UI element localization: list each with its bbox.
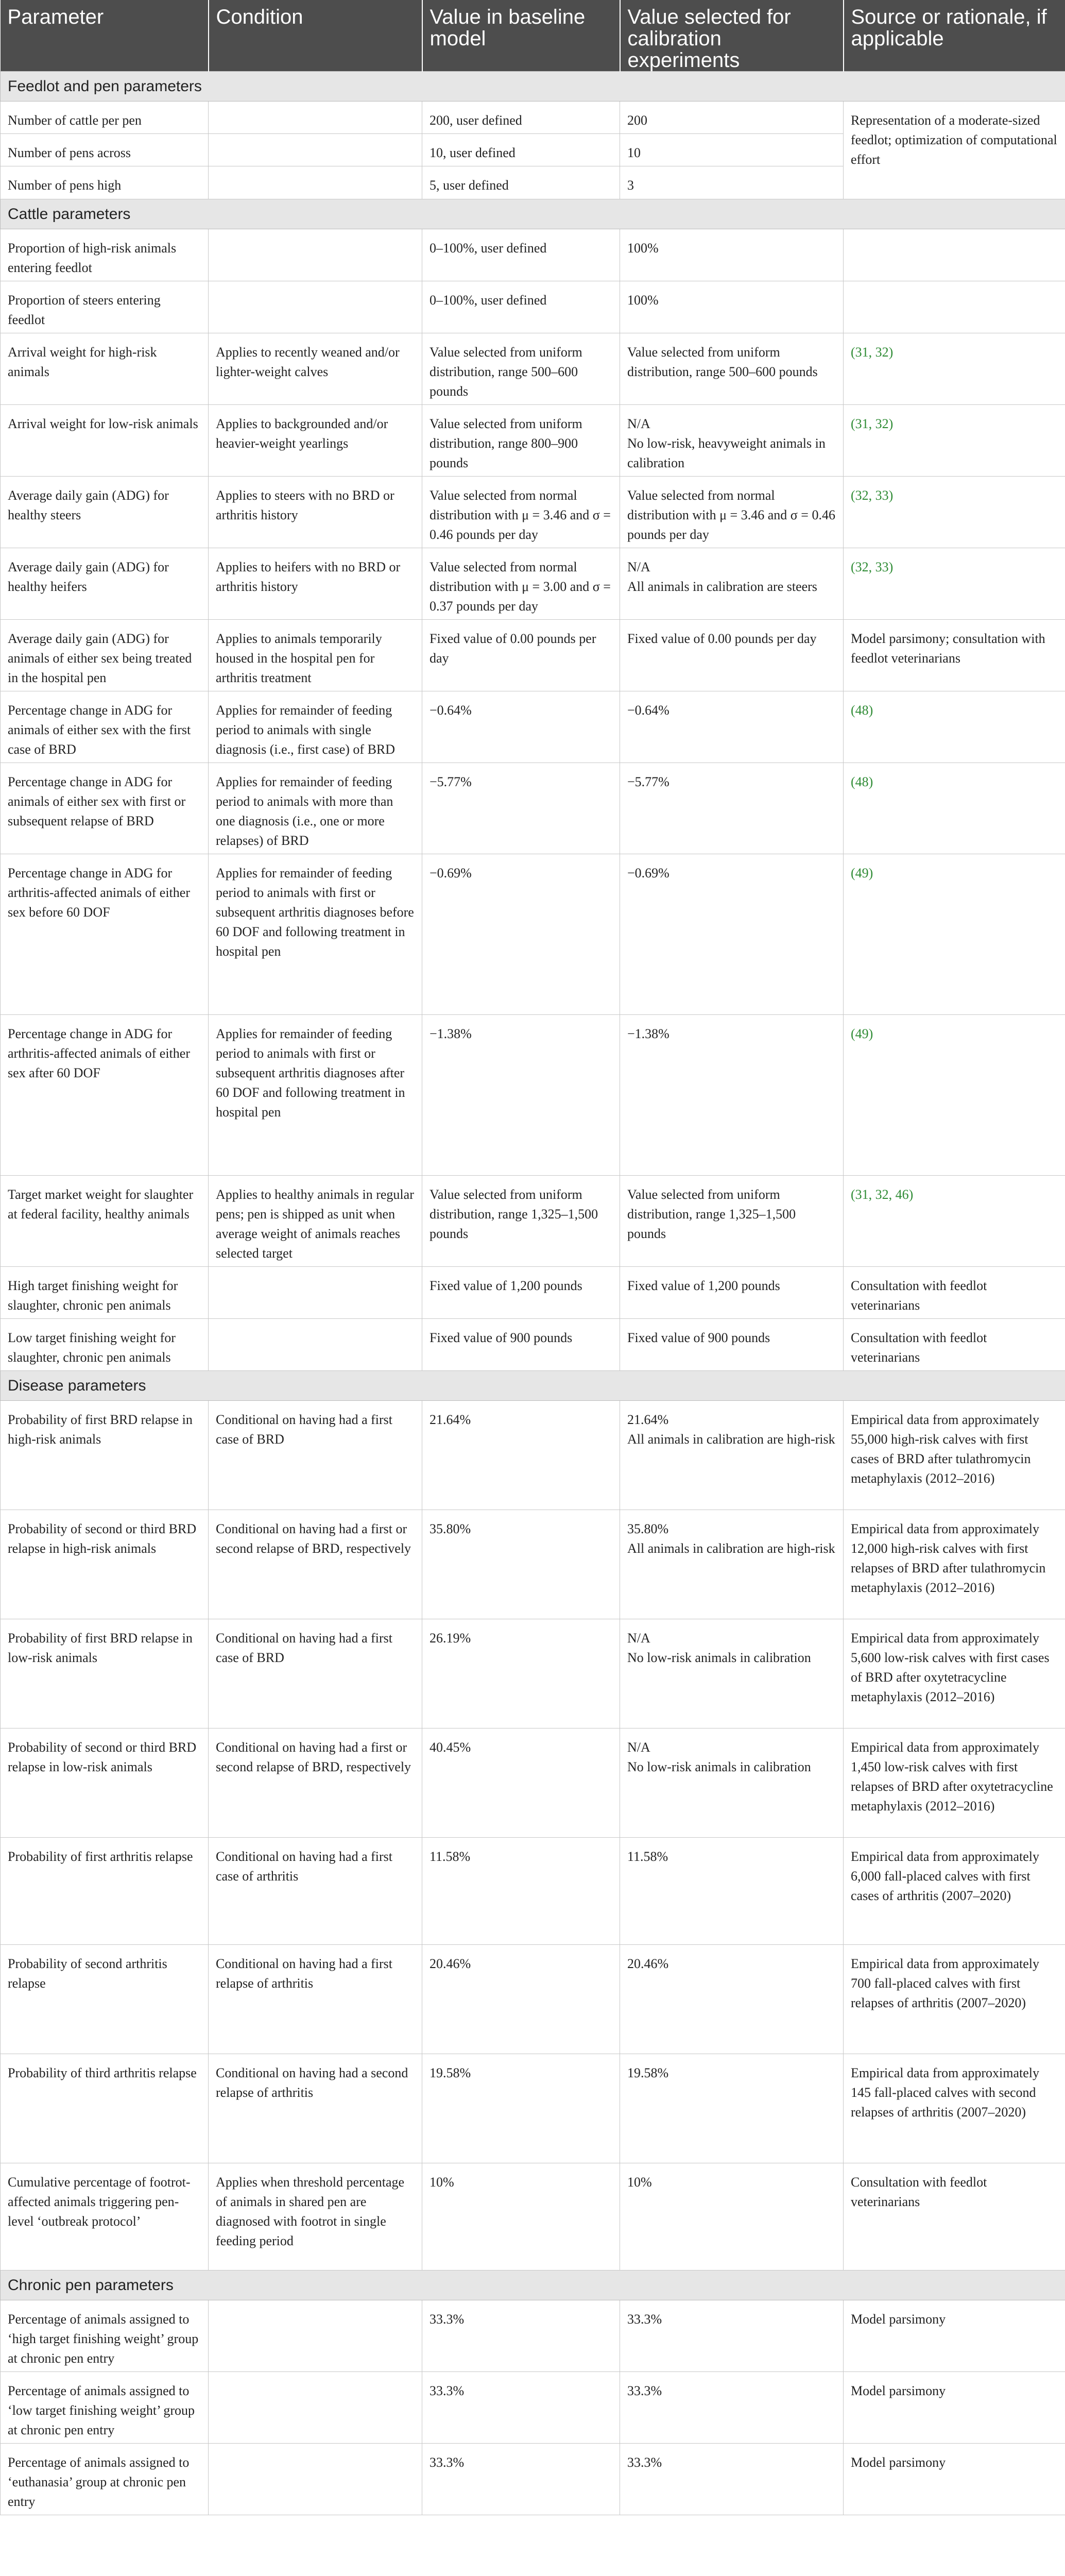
section-title: Disease parameters [1,1371,1065,1401]
parameter-text: Proportion of steers entering feedlot [8,293,161,327]
parameter-text: Number of pens high [8,178,122,193]
condition-text: Applies to steers with no BRD or arthritis history [216,488,394,522]
calibration-value-cell [620,1510,844,1619]
baseline-value-text: 10% [430,2175,454,2190]
condition-text: Applies to heifers with no BRD or arthritis history [216,560,401,594]
source-cell: Model parsimony [844,2372,1065,2444]
calibration-value-text: 10 [627,145,641,160]
source-cell: Consultation with feedlot veterinarians [844,1267,1065,1319]
condition-cell [209,1838,422,1945]
section-header-row [1,199,1065,229]
header-row [1,0,1065,72]
calibration-value-text: −0.64% [627,703,669,718]
condition-cell [209,1510,422,1619]
calibration-value-cell [620,2300,844,2372]
condition-text: Conditional on having had a first case of arthritis [216,1849,393,1884]
baseline-value-text: 11.58% [430,1849,471,1864]
calibration-value-cell [620,101,844,134]
parameter-cell [1,1401,209,1510]
baseline-value-text: 200, user defined [430,113,522,128]
parameter-text: Number of cattle per pen [8,113,142,128]
table-row [1,1176,1065,1267]
source-cell: (31, 32, 46) [844,1176,1065,1267]
source-cell: Model parsimony [844,2444,1065,2515]
calibration-value-text: −0.69% [627,866,669,880]
parameter-cell [1,166,209,199]
calibration-value-text: 33.3% [627,2312,662,2327]
parameter-text: Average daily gain (ADG) for healthy steers [8,488,169,522]
parameter-text: Probability of second or third BRD relapse in low-risk animals [8,1740,197,1774]
condition-cell [209,763,422,854]
calibration-value-cell [620,2163,844,2270]
table-row [1,1510,1065,1619]
parameter-text: Probability of first arthritis relapse [8,1849,193,1864]
condition-cell [209,1267,422,1319]
condition-cell [209,2372,422,2444]
baseline-value-text: 33.3% [430,2383,465,2398]
parameter-text: Number of pens across [8,145,131,160]
condition-cell [209,134,422,166]
table-row [1,1945,1065,2054]
condition-text: Applies for remainder of feeding period to animals with first or subsequent arthritis diagnoses after 60 DOF and following treatment in hospital pen [216,1026,405,1120]
parameter-cell [1,1945,209,2054]
baseline-value-cell [422,2054,620,2163]
source-cell: Empirical data from approximately 145 fall-placed calves with second relapses of arthritis (2007–2020) [844,2054,1065,2163]
calibration-value-cell [620,1176,844,1267]
parameter-text: Probability of second arthritis relapse [8,1956,167,1991]
baseline-value-cell [422,166,620,199]
parameter-cell [1,1267,209,1319]
header-source: Source or rationale, if applicable [844,0,1065,72]
condition-cell [209,1945,422,2054]
baseline-value-cell [422,405,620,477]
source-cell: (49) [844,1015,1065,1176]
parameter-text: Probability of third arthritis relapse [8,2065,197,2080]
calibration-value-text: Fixed value of 900 pounds [627,1330,770,1345]
baseline-value-text: −5.77% [430,774,472,789]
table-row [1,620,1065,691]
source-cell: Model parsimony [844,2300,1065,2372]
calibration-value-cell [620,1619,844,1728]
calibration-value-text: Value selected from normal distribution with μ = 3.46 and σ = 0.46 pounds per day [627,488,835,542]
condition-cell [209,620,422,691]
baseline-value-text: −1.38% [430,1026,472,1041]
parameter-cell [1,1619,209,1728]
calibration-value-text: 100% [627,241,659,256]
calibration-value-text: −1.38% [627,1026,669,1041]
baseline-value-cell [422,1510,620,1619]
table-row [1,1015,1065,1176]
condition-cell [209,1728,422,1838]
table-row [1,1728,1065,1838]
parameter-cell [1,333,209,405]
source-cell: Empirical data from approximately 5,600 low-risk calves with first cases of BRD after oxytetracycline metaphylaxis (2012–2016) [844,1619,1065,1728]
condition-text: Applies to healthy animals in regular pens; pen is shipped as unit when average weight of animals reaches selected target [216,1187,414,1261]
source-cell: Empirical data from approximately 6,000 fall-placed calves with first cases of arthritis (2007–2020) [844,1838,1065,1945]
section-header-row [1,2270,1065,2300]
condition-cell [209,229,422,281]
baseline-value-cell [422,1728,620,1838]
section-header-row [1,72,1065,101]
baseline-value-cell [422,854,620,1015]
source-cell: (48) [844,763,1065,854]
source-cell: Empirical data from approximately 12,000 high-risk calves with first relapses of BRD after tulathromycin metaphylaxis (2012–2016) [844,1510,1065,1619]
condition-text: Applies for remainder of feeding period to animals with more than one diagnosis (i.e., one or more relapses) of BRD [216,774,393,848]
condition-cell [209,405,422,477]
parameter-text: Arrival weight for high-risk animals [8,345,157,379]
calibration-value-cell [620,854,844,1015]
calibration-value-cell [620,1015,844,1176]
baseline-value-text: −0.69% [430,866,472,880]
condition-cell [209,2444,422,2515]
calibration-value-text: Value selected from uniform distribution, range 1,325–1,500 pounds [627,1187,796,1241]
calibration-value-cell [620,2054,844,2163]
table-row [1,1401,1065,1510]
calibration-value-cell [620,548,844,620]
baseline-value-cell [422,477,620,548]
calibration-value-cell [620,2444,844,2515]
calibration-value-cell [620,477,844,548]
calibration-value-text: 20.46% [627,1956,669,1971]
table-row [1,854,1065,1015]
baseline-value-cell [422,763,620,854]
baseline-value-cell [422,1176,620,1267]
calibration-value-cell [620,2372,844,2444]
baseline-value-text: Value selected from uniform distribution, range 1,325–1,500 pounds [430,1187,598,1241]
calibration-value-text: 200 [627,113,647,128]
calibration-value-cell [620,1945,844,2054]
parameter-text: Probability of first BRD relapse in high-risk animals [8,1412,193,1447]
calibration-value-text: All animals in calibration are steers [627,579,817,594]
parameter-text: Cumulative percentage of footrot-affected animals triggering pen-level ‘outbreak protocol’ [8,2175,191,2229]
table-row [1,333,1065,405]
parameter-cell [1,281,209,333]
source-cell: Representation of a moderate-sized feedlot; optimization of computational effort [844,101,1065,199]
baseline-value-text: 10, user defined [430,145,516,160]
source-cell: (32, 33) [844,477,1065,548]
calibration-value-text: 33.3% [627,2455,662,2470]
parameter-cell [1,134,209,166]
parameter-text: Average daily gain (ADG) for healthy heifers [8,560,169,594]
calibration-value-cell [620,229,844,281]
calibration-value-cell [620,1401,844,1510]
condition-cell [209,333,422,405]
calibration-value-text: 19.58% [627,2065,669,2080]
parameter-cell [1,620,209,691]
baseline-value-cell [422,281,620,333]
baseline-value-text: 40.45% [430,1740,471,1755]
condition-text: Applies for remainder of feeding period to animals with single diagnosis (i.e., first case) of BRD [216,703,396,757]
parameter-cell [1,2054,209,2163]
header-baseline-value: Value in baseline model [422,0,620,72]
calibration-value-cell [620,1838,844,1945]
baseline-value-cell [422,101,620,134]
parameter-text: Percentage change in ADG for arthritis-affected animals of either sex after 60 DOF [8,1026,190,1080]
source-cell: (48) [844,691,1065,763]
baseline-value-cell [422,691,620,763]
baseline-value-text: 21.64% [430,1412,471,1427]
calibration-value-cell [620,1319,844,1371]
section-title: Cattle parameters [1,199,1065,229]
baseline-value-cell [422,2300,620,2372]
condition-text: Applies when threshold percentage of animals in shared pen are diagnosed with footrot in single feeding period [216,2175,405,2248]
section-header-row [1,1371,1065,1401]
source-cell: Empirical data from approximately 700 fall-placed calves with first relapses of arthritis (2007–2020) [844,1945,1065,2054]
parameter-text: Proportion of high-risk animals entering feedlot [8,241,177,275]
baseline-value-cell [422,1319,620,1371]
baseline-value-cell [422,1838,620,1945]
calibration-value-text: 35.80% [627,1521,669,1536]
table-body [1,72,1065,2515]
calibration-value-cell [620,134,844,166]
calibration-value-text: 3 [627,178,634,193]
parameter-text: Percentage change in ADG for animals of either sex with the first case of BRD [8,703,191,757]
calibration-value-text: 33.3% [627,2383,662,2398]
calibration-value-cell [620,763,844,854]
table-row [1,691,1065,763]
condition-cell [209,2163,422,2270]
baseline-value-text: −0.64% [430,703,472,718]
source-cell [844,281,1065,333]
condition-cell [209,1176,422,1267]
calibration-value-text: Value selected from uniform distribution, range 500–600 pounds [627,345,818,379]
source-cell: Empirical data from approximately 1,450 low-risk calves with first relapses of BRD after oxytetracycline metaphylaxis (2012–2016) [844,1728,1065,1838]
baseline-value-cell [422,2444,620,2515]
condition-cell [209,1015,422,1176]
parameter-text: Percentage of animals assigned to ‘high target finishing weight’ group at chronic pen entry [8,2312,199,2366]
calibration-value-text: N/A [627,1631,650,1646]
parameter-text: Target market weight for slaughter at federal facility, healthy animals [8,1187,194,1222]
parameter-cell [1,1319,209,1371]
calibration-value-cell [620,281,844,333]
table-row [1,229,1065,281]
header-calibration-value: Value selected for calibration experiments [620,0,844,72]
condition-cell [209,1319,422,1371]
condition-text: Conditional on having had a first or second relapse of BRD, respectively [216,1740,411,1774]
parameter-text: Percentage change in ADG for arthritis-affected animals of either sex before 60 DOF [8,866,190,920]
calibration-value-cell [620,405,844,477]
baseline-value-text: Value selected from normal distribution with μ = 3.46 and σ = 0.46 pounds per day [430,488,611,542]
parameter-cell [1,2372,209,2444]
table-row [1,548,1065,620]
condition-cell [209,1401,422,1510]
parameter-cell [1,101,209,134]
table-row [1,477,1065,548]
baseline-value-cell [422,229,620,281]
condition-cell [209,2054,422,2163]
parameter-cell [1,2163,209,2270]
table-row [1,1838,1065,1945]
baseline-value-cell [422,620,620,691]
baseline-value-text: 20.46% [430,1956,471,1971]
baseline-value-cell [422,1619,620,1728]
baseline-value-text: Fixed value of 1,200 pounds [430,1278,582,1293]
calibration-value-cell [620,333,844,405]
baseline-value-text: Fixed value of 900 pounds [430,1330,573,1345]
calibration-value-text: Fixed value of 1,200 pounds [627,1278,780,1293]
table-row [1,2054,1065,2163]
calibration-value-text: No low-risk, heavyweight animals in calibration [627,436,826,470]
baseline-value-cell [422,1945,620,2054]
table-row [1,2300,1065,2372]
source-cell: Consultation with feedlot veterinarians [844,1319,1065,1371]
calibration-value-cell [620,1728,844,1838]
condition-cell [209,477,422,548]
condition-cell [209,101,422,134]
parameter-text: Percentage of animals assigned to ‘euthanasia’ group at chronic pen entry [8,2455,190,2509]
source-cell: Empirical data from approximately 55,000 high-risk calves with first cases of BRD after tulathromycin metaphylaxis (2012–2016) [844,1401,1065,1510]
parameter-cell [1,477,209,548]
condition-text: Applies to recently weaned and/or lighter-weight calves [216,345,400,379]
baseline-value-cell [422,1015,620,1176]
baseline-value-text: 5, user defined [430,178,509,193]
baseline-value-text: 33.3% [430,2312,465,2327]
parameter-text: Average daily gain (ADG) for animals of either sex being treated in the hospital pen [8,631,192,685]
source-cell: (31, 32) [844,405,1065,477]
baseline-value-text: Fixed value of 0.00 pounds per day [430,631,596,666]
baseline-value-text: 35.80% [430,1521,471,1536]
source-cell: (32, 33) [844,548,1065,620]
table-row [1,2163,1065,2270]
parameter-text: High target finishing weight for slaughter, chronic pen animals [8,1278,178,1313]
calibration-value-text: Fixed value of 0.00 pounds per day [627,631,817,646]
parameter-cell [1,1510,209,1619]
baseline-value-cell [422,1267,620,1319]
condition-cell [209,166,422,199]
parameter-text: Arrival weight for low-risk animals [8,416,198,431]
parameter-text: Low target finishing weight for slaughter, chronic pen animals [8,1330,176,1365]
table-row [1,1319,1065,1371]
calibration-value-text: 10% [627,2175,652,2190]
calibration-value-text: N/A [627,1740,650,1755]
baseline-value-cell [422,548,620,620]
baseline-value-text: Value selected from uniform distribution, range 800–900 pounds [430,416,582,470]
calibration-value-cell [620,691,844,763]
parameter-cell [1,1838,209,1945]
section-title: Feedlot and pen parameters [1,72,1065,101]
condition-text: Applies for remainder of feeding period to animals with first or subsequent arthritis diagnoses before 60 DOF and following treatment in hospital pen [216,866,414,959]
calibration-value-text: No low-risk animals in calibration [627,1759,811,1774]
calibration-value-text: 11.58% [627,1849,668,1864]
baseline-value-text: Value selected from normal distribution with μ = 3.00 and σ = 0.37 pounds per day [430,560,611,614]
baseline-value-text: Value selected from uniform distribution, range 500–600 pounds [430,345,582,399]
baseline-value-text: 19.58% [430,2065,471,2080]
condition-cell [209,691,422,763]
source-cell: (31, 32) [844,333,1065,405]
header-condition: Condition [209,0,422,72]
table-row [1,101,1065,134]
parameter-text: Probability of first BRD relapse in low-risk animals [8,1631,193,1665]
parameter-cell [1,1015,209,1176]
table-row [1,2444,1065,2515]
table-row [1,281,1065,333]
parameter-cell [1,1728,209,1838]
parameter-cell [1,763,209,854]
condition-text: Conditional on having had a first case of BRD [216,1631,393,1665]
source-cell: Model parsimony; consultation with feedlot veterinarians [844,620,1065,691]
parameter-cell [1,2444,209,2515]
condition-cell [209,1619,422,1728]
section-title: Chronic pen parameters [1,2270,1065,2300]
calibration-value-text: 100% [627,293,659,308]
calibration-value-text: N/A [627,560,650,574]
baseline-value-text: 0–100%, user defined [430,241,547,256]
parameter-cell [1,691,209,763]
parameter-text: Percentage of animals assigned to ‘low target finishing weight’ group at chronic pen entry [8,2383,195,2437]
calibration-value-text: N/A [627,416,650,431]
calibration-value-cell [620,1267,844,1319]
parameter-cell [1,229,209,281]
calibration-value-text: 21.64% [627,1412,669,1427]
parameter-cell [1,2300,209,2372]
baseline-value-cell [422,2163,620,2270]
baseline-value-text: 26.19% [430,1631,471,1646]
condition-text: Conditional on having had a second relapse of arthritis [216,2065,408,2100]
parameter-text: Probability of second or third BRD relapse in high-risk animals [8,1521,197,1556]
table-row [1,2372,1065,2444]
condition-text: Conditional on having had a first or second relapse of BRD, respectively [216,1521,411,1556]
calibration-value-text: All animals in calibration are high-risk [627,1541,835,1556]
calibration-value-text: −5.77% [627,774,669,789]
source-cell [844,229,1065,281]
condition-cell [209,548,422,620]
parameter-text: Percentage change in ADG for animals of either sex with first or subsequent relapse of BRD [8,774,186,828]
parameter-cell [1,405,209,477]
calibration-value-cell [620,166,844,199]
condition-text: Applies to backgrounded and/or heavier-weight yearlings [216,416,388,451]
table-row [1,405,1065,477]
condition-cell [209,2300,422,2372]
baseline-value-cell [422,2372,620,2444]
source-cell: (49) [844,854,1065,1015]
table-row [1,1619,1065,1728]
table-row [1,763,1065,854]
baseline-value-text: 33.3% [430,2455,465,2470]
parameter-cell [1,854,209,1015]
baseline-value-cell [422,134,620,166]
condition-cell [209,281,422,333]
calibration-value-text: All animals in calibration are high-risk [627,1432,835,1447]
calibration-value-text: No low-risk animals in calibration [627,1650,811,1665]
source-cell: Consultation with feedlot veterinarians [844,2163,1065,2270]
header-parameter: Parameter [7,6,104,28]
condition-text: Applies to animals temporarily housed in the hospital pen for arthritis treatment [216,631,382,685]
table-row [1,1267,1065,1319]
baseline-value-cell [422,1401,620,1510]
parameter-cell [1,548,209,620]
calibration-value-cell [620,620,844,691]
condition-text: Conditional on having had a first case of BRD [216,1412,393,1447]
condition-cell [209,854,422,1015]
baseline-value-cell [422,333,620,405]
baseline-value-text: 0–100%, user defined [430,293,547,308]
condition-text: Conditional on having had a first relapse of arthritis [216,1956,393,1991]
parameter-cell [1,1176,209,1267]
